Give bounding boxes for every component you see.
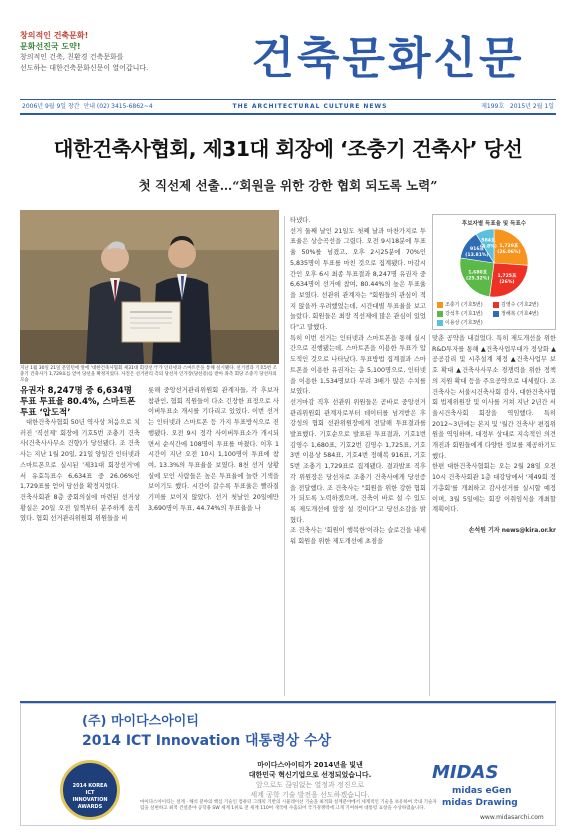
ad-website[interactable]: www.midasarchi.com [480, 814, 544, 821]
pie-label-1: (26%) [499, 279, 515, 285]
pie-label-1: 1,725표 [497, 273, 517, 279]
article-column-2: 롯해 중앙선거관리위원회 관계자들, 각 후보자 참관인, 협회 직원들이 다소 긴장한 표정으로 사이버투표소 개시를 기다리고 있었다. 이번 선거는 인터넷과 스마트폰 등 가지 투표방식으로 진행됐다. 오전 9시 정각 사이버투표소가 개시되면서 순식간에 108명이 투표를 마쳤다. 이후 1시간이 지난 오전 10시 1,100명이 투표에 참여, 13.3%의 투표율을 보였다. 8천 선거 상황실에 모인 사람들은 높은 투표율에 놀란 기색을 보이기도 했다. 시간이 갈수록 투표율은 빨라질 기미를 보이지 않았다. 선거 첫날인 20일에만 3,690명이 투표, 44.74%의 투표율을 나 [148, 387, 279, 512]
subheadline: 첫 직선제 선출…“회원을 위한 강한 협회 되도록 노력” [138, 178, 438, 193]
legend-swatch [437, 320, 443, 326]
pie-label-2: 1,680표 [468, 270, 488, 276]
legend-item-1 [493, 301, 549, 308]
slogan-line4: 선도하는 대한건축문화신문이 열어갑니다. [20, 64, 149, 72]
slogan-line1: 창의적인 건축문화! [20, 31, 89, 40]
legend-item-4 [437, 319, 493, 326]
midas-logo: MIDAS [432, 762, 499, 783]
ad-description: 마이다스아이티는 설계 · 해석 분야의 핵심 기술인 컴퓨터 그래픽 기반의 시뮬레이션 기술을 최적화 설계분야에서 세계적인 기술을 보유하여 국내 기술자립을 실현하고 최적 건설분야 공학용 SW 세계 1위로 전 세계 110여 개국에 수출되어 국가경쟁력에 크게 기여하여 대통령 표창을 수상하였습니다. [140, 800, 437, 811]
article-column-3: 타냈다. 선거 둘째 날인 21일도 첫째 날과 마찬가지로 투표율은 상승곡선을 그렸다. 오전 9시18분에 투표율 50%를 넘겼고, 오후 2시25분에 70%인 5,835명이 투표를 마친 것으로 집계됐다. 마감시간인 오후 6시 최종 투표결과 8,247명 유권자 중 6,634명이 선거에 참여, 80.44%의 높은 투표율을 보였다. 선관위 관계자는 "회원들의 관심이 적지 않을까 우려했었는데, 시간대별 투표율을 보고 놀랐다. 회원들은 최장 직선제에 많은 관심이 있었다"고 말했다. 특히 이번 선거는 인터넷과 스마트폰을 통해 실시간으로 진행됐는데, 스마트폰을 이용한 투표가 압도적인 것으로 나타났다. 투표방법 집계결과 스마트폰을 이용한 유권자는 총 5,100명으로, 인터넷을 이용한 1,534명보다 무려 3배가 많은 수치를 보였다. 선거마감 직후 선관위 위원들은 곧바로 중앙선거관리위원회 관계자로부터 데이터를 넘겨받은 후 강성의 협회 선관위원장에게 전달해 투표결과를 발표했다. 기호순으로 발표된 투표결과, 기호1번 김영수 1,680표, 기호2번 김영수 1,725표, 기호3번 이용상 584표, 기호4번 정해복 916표, 기호5번 조충기 1,729표로 집계됐다. 결과발표 직후 각 위원장은 당선자로 조충기 건축사에게 당선증을 전달했다. 조 건축사는 "회원을 위한 강한 협회가 되도록 노력하겠으며, 건축이 바로 설 수 있도록 제도개선에 앞장 설 것이다"고 당선소감을 밝혔다. 조 건축사는 '회원이 행복한'이라는 슬로건을 내세워 회원을 위한 제도개선에 초점을 [290, 217, 426, 546]
article-column-1: 대한건축사협회 50년 역사상 처음으로 치러진 '직선제' 회장에 기호5번 조충기 건축사(건축사사무소 건향)가 당선됐다. 조 건축사는 지난 1월 20일, 21일 양일간 인터넷과 스마트폰으로 실시된 '제31대 회장선거'에서 유효득표수 6,634표 중 26.06%인 1,729표를 얻어 당선을 확정지었다. 건축사회관 8층 중회의실에 마련된 선거상황실은 20일 오전 일찍부터 분주하게 움직였다. 협회 선거관리위원회 위원들을 비 [20, 419, 140, 523]
photo-caption: 지난 1월 30일 21일 문밀턴에 앞에 '대한건축사협회 제31대 회장선거'가 인터넷과 스마트폰을 통해 실시됐다. 선거결과 기호5번 조충기 건축사가 1,729표를 얻어 당선을 확정지었다. 사진은 선거관리 측의 당선자 인가장(당선증)를 받아 좌측 회당 조충기 당선자의 모습 [20, 366, 277, 383]
issue-info: 제199호 2015년 2월 1일 [481, 103, 554, 110]
pie-label-0: (26.06%) [497, 250, 521, 256]
product-drawing: midas Drawing [442, 798, 518, 808]
legend-label: 조충기 (기호5번) [445, 302, 483, 308]
pie-label-0: 1,729표 [499, 244, 519, 250]
article-column-4-text: 맞춘 공약을 내걸었다. 특히 제도개선을 위한 R&D투자를 통해 ▲건축사업무대가 정상화 ▲공공감리 및 시추설계 제정 ▲건축사업무 보호 확대 ▲건축사사무소 경쟁력을 위한 정책의 지원 확대 등을 주요공약으로 내세웠다. 조 건축사는 서울시건축사회 감사, 대한건축사협회 법제위원장 및 이사를 거쳐 지난 2년간 서울시건축사회 회장을 역임했다. 특히 2012~3년에는 본지 및 '월간 건축사' 편집위원을 역임하며, 대정부 상대로 지속적인 의견 개진과 회원들에게 다양한 정보를 제공하기도 했다. 한편 대한건축사협회는 오는 2월 28일 오전 10시 건축사회관 1층 대강당에서 '제49회 정기총회'를 개최하고 감사선거를 실시할 예정이며, 3월 5일에는 회장 이취임식을 개최할 계획이다. [432, 335, 556, 514]
legend-label: 김영수 (기호2번) [501, 302, 539, 308]
article-byline: 손석원 기자 news@kira.or.kr [468, 526, 556, 534]
legend-swatch [493, 311, 499, 317]
award-seal-text: 2014 KOREA ICT INNOVATION AWARDS [72, 783, 108, 810]
legend-label: 이용상 (기호3번) [445, 320, 483, 326]
ad-award-title: 2014 ICT Innovation 대통령상 수상 [82, 733, 332, 749]
legend-label: 정해복 (기호4번) [501, 311, 539, 317]
info-bar [20, 99, 556, 115]
main-headline: 대한건축사협회, 제31대 회장에 ‘조충기 건축사’ 당선 [53, 137, 523, 161]
pie-label-2: (25.32%) [466, 276, 490, 282]
newspaper-brand: 건축문화신문 [251, 33, 525, 84]
slogan-line3: 창의적인 건축, 친환경 건축문화를 [20, 53, 124, 61]
chart-legend [437, 301, 553, 328]
legend-swatch [437, 302, 443, 308]
founding-info: 2006년 9월 9일 창간 안내 (02) 3415-6862~4 [22, 103, 153, 110]
legend-swatch [493, 302, 499, 308]
article-column-4 [432, 334, 556, 537]
product-egen: midas eGen [452, 786, 512, 796]
article-photo [20, 210, 279, 364]
legend-item-0 [437, 301, 493, 308]
award-seal [60, 760, 120, 820]
legend-item-3 [493, 310, 549, 317]
chart-title: 후보자별 득표율 및 득표수 [461, 221, 527, 227]
pie-label-3: (13.81%) [465, 252, 489, 258]
legend-item-2 [437, 310, 493, 317]
slogan-line2: 문화선진국 도약! [20, 42, 81, 51]
ad-company: (주) 마이다스아이티 [82, 714, 199, 729]
pie-label-4: 584표 [481, 238, 496, 244]
pie-label-3: 916표 [469, 246, 484, 252]
article-lead: 유권자 8,247명 중 6,634명 투표 투표율 80.4%, 스마트폰 투표 ‘압도적’ [20, 386, 136, 418]
ad-message: 마이다스아이티가 2014년을 빛낸 대한민국 혁신기업으로 선정되었습니다. 앞으로도 끊임없는 열정과 정진으로 세계 공학 기술 발전을 선도하겠습니다. [248, 761, 372, 799]
pie-svg [433, 227, 555, 299]
pie-label-4: (8.8%) [479, 244, 497, 250]
legend-label: 강석후 (기호1번) [445, 311, 483, 317]
english-title: THE ARCHITECTURAL CULTURE NEWS [232, 103, 388, 110]
masthead-slogan [20, 30, 190, 96]
vote-pie-chart [432, 214, 556, 330]
legend-swatch [437, 311, 443, 317]
